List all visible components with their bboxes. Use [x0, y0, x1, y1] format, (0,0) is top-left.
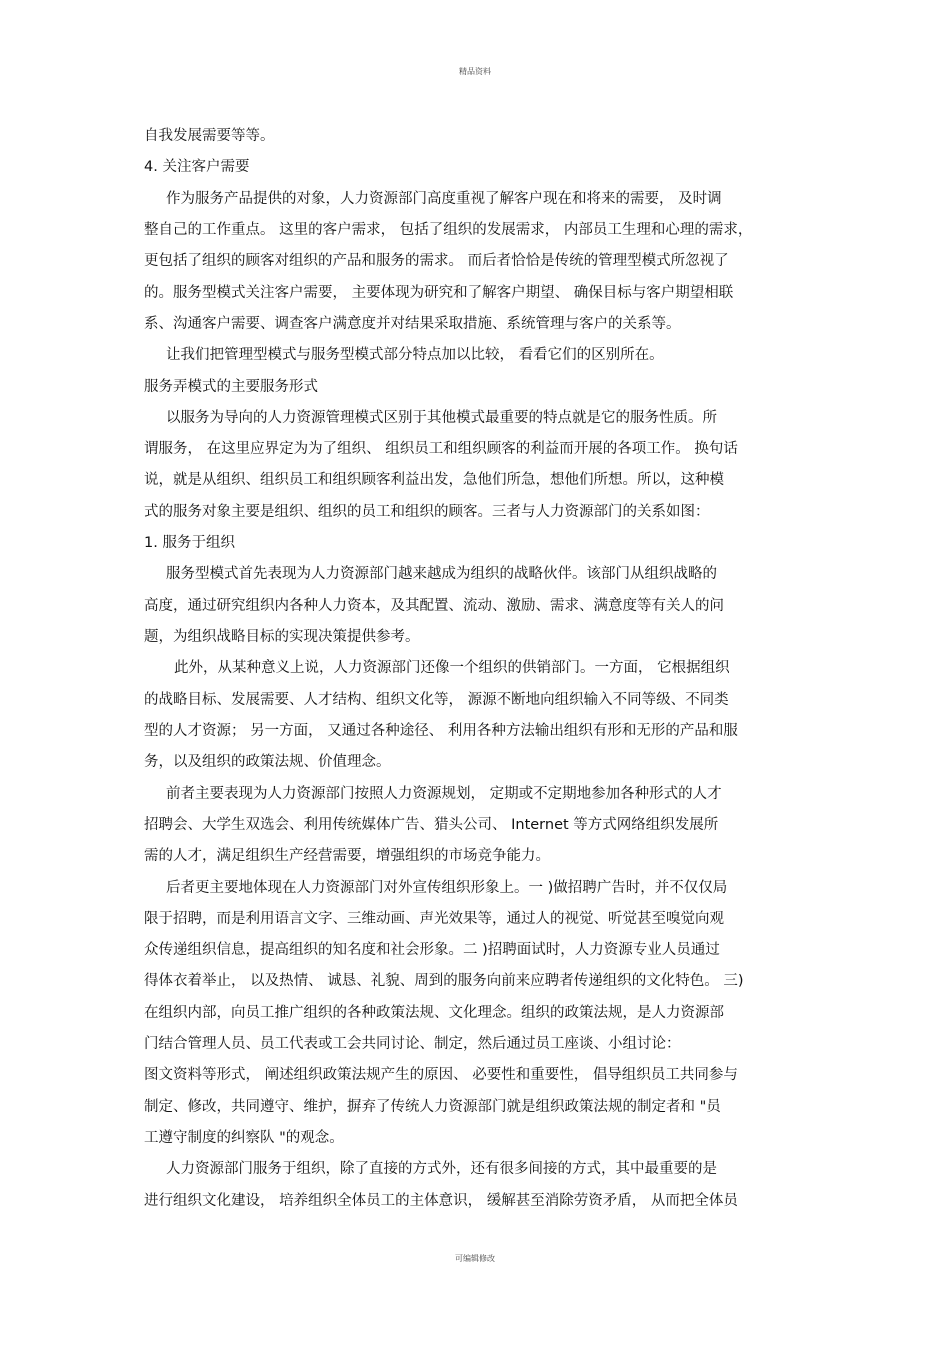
text-line: 整自己的工作重点。 这里的客户需求， 包括了组织的发展需求， 内部员工生理和心理的需求， — [144, 222, 753, 238]
text-line: 在组织内部，向员工推广组织的各种政策法规、文化理念。组织的政策法规，是人力资源部 — [144, 1005, 724, 1021]
text-line: 后者更主要地体现在人力资源部门对外宣传组织形象上。一 )做招聘广告时，并不仅仅局 — [166, 880, 728, 896]
text-line: 系、沟通客户需要、调查客户满意度并对结果采取措施、系统管理与客户的关系等。 — [144, 316, 681, 332]
section-heading: 4. 关注客户需要 — [144, 159, 250, 175]
text-line: 以服务为导向的人力资源管理模式区别于其他模式最重要的特点就是它的服务性质。所 — [166, 410, 717, 426]
text-line: 让我们把管理型模式与服务型模式部分特点加以比较， 看看它们的区别所在。 — [166, 347, 664, 363]
text-line: 工遵守制度的纠察队 "的观念。 — [144, 1130, 344, 1146]
text-line: 务，以及组织的政策法规、价值理念。 — [144, 754, 391, 770]
page-footer: 可编辑修改 — [455, 1254, 495, 1263]
text-line: 招聘会、大学生双选会、利用传统媒体广告、猎头公司、 Internet 等方式网络组织发展所 — [144, 817, 719, 833]
page-header: 精品资料 — [459, 67, 491, 76]
section-heading: 1. 服务于组织 — [144, 535, 235, 551]
text-line: 制定、修改，共同遵守、维护，摒弃了传统人力资源部门就是组织政策法规的制定者和 "员 — [144, 1099, 721, 1115]
text-line: 式的服务对象主要是组织、组织的员工和组织的顾客。三者与人力资源部门的关系如图： — [144, 504, 710, 520]
text-line: 自我发展需要等等。 — [144, 128, 275, 144]
text-line: 作为服务产品提供的对象，人力资源部门高度重视了解客户现在和将来的需要， 及时调 — [166, 191, 722, 207]
text-line: 型的人才资源； 另一方面， 又通过各种途径、 利用各种方法输出组织有形和无形的产品和服 — [144, 723, 738, 739]
text-line: 限于招聘，而是利用语言文字、三维动画、声光效果等，通过人的视觉、听觉甚至嗅觉向观 — [144, 911, 724, 927]
text-line: 图文资料等形式， 阐述组织政策法规产生的原因、 必要性和重要性， 倡导组织员工共同参与 — [144, 1067, 738, 1083]
section-heading: 服务弄模式的主要服务形式 — [144, 379, 318, 395]
text-line: 更包括了组织的顾客对组织的产品和服务的需求。 而后者恰恰是传统的管理型模式所忽视了 — [144, 253, 729, 269]
text-line: 人力资源部门服务于组织，除了直接的方式外，还有很多间接的方式，其中最重要的是 — [166, 1161, 717, 1177]
text-line: 谓服务， 在这里应界定为为了组织、 组织员工和组织顾客的利益而开展的各项工作。 换句话 — [144, 441, 738, 457]
text-line: 进行组织文化建设， 培养组织全体员工的主体意识， 缓解甚至消除劳资矛盾， 从而把全体员 — [144, 1193, 738, 1209]
text-line: 服务型模式首先表现为人力资源部门越来越成为组织的战略伙伴。该部门从组织战略的 — [166, 566, 717, 582]
text-line: 说，就是从组织、组织员工和组织顾客利益出发，急他们所急，想他们所想。所以，这种模 — [144, 472, 724, 488]
text-line: 门结合管理人员、员工代表或工会共同讨论、制定，然后通过员工座谈、小组讨论： — [144, 1036, 681, 1052]
text-line: 的战略目标、发展需要、人才结构、组织文化等， 源源不断地向组织输入不同等级、不同类 — [144, 692, 729, 708]
text-line: 的。服务型模式关注客户需要， 主要体现为研究和了解客户期望、 确保目标与客户期望相联 — [144, 285, 734, 301]
text-line: 得体衣着举止， 以及热情、 诚恳、礼貌、周到的服务向前来应聘者传递组织的文化特色。 三) — [144, 973, 744, 989]
text-line: 题，为组织战略目标的实现决策提供参考。 — [144, 629, 420, 645]
text-line: 高度，通过研究组织内各种人力资本，及其配置、流动、激励、需求、满意度等有关人的问 — [144, 598, 724, 614]
text-line: 此外，从某种意义上说，人力资源部门还像一个组织的供销部门。一方面， 它根据组织 — [174, 660, 730, 676]
text-line: 需的人才，满足组织生产经营需要，增强组织的市场竞争能力。 — [144, 848, 550, 864]
text-line: 众传递组织信息，提高组织的知名度和社会形象。二 )招聘面试时，人力资源专业人员通过 — [144, 942, 720, 958]
text-line: 前者主要表现为人力资源部门按照人力资源规划， 定期或不定期地参加各种形式的人才 — [166, 786, 722, 802]
